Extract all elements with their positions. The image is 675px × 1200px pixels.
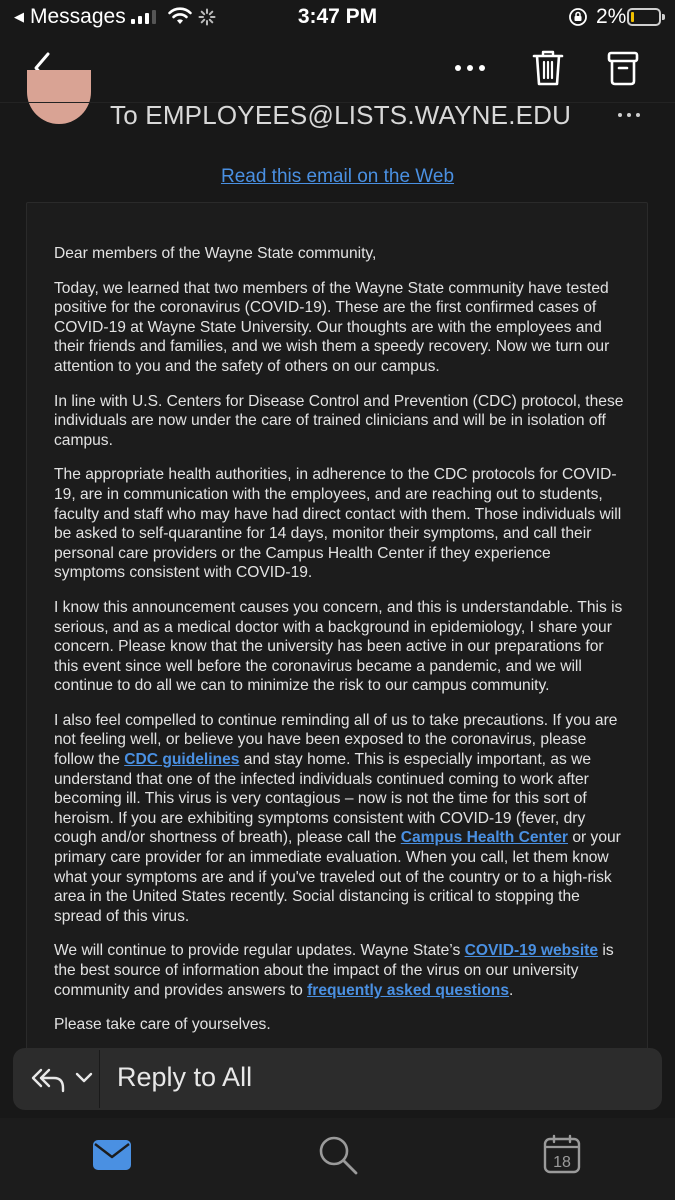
paragraph-5 bbox=[54, 711, 624, 927]
covid-website-link[interactable]: COVID-19 website bbox=[464, 942, 599, 960]
battery-icon bbox=[627, 8, 661, 26]
campus-health-center-link[interactable]: Campus Health Center bbox=[400, 829, 568, 847]
reply-all-icon[interactable] bbox=[30, 1066, 66, 1094]
recipient-line[interactable]: To EMPLOYEES@LISTS.WAYNE.EDU bbox=[110, 100, 572, 130]
cdc-guidelines-link[interactable]: CDC guidelines bbox=[124, 751, 240, 769]
faq-link[interactable]: frequently asked questions bbox=[307, 981, 509, 999]
paragraph-5-text-a: I also feel compelled to continue reminding all of us to take precautions. If you are not feeling well, or believe you have been exposed to the coronavirus, please follow the bbox=[54, 711, 618, 769]
chevron-down-icon[interactable] bbox=[75, 1071, 93, 1085]
paragraph-6-text-a: We will continue to provide regular updates. Wayne State’s bbox=[54, 942, 465, 960]
status-time: 3:47 PM bbox=[297, 5, 378, 28]
battery-percent: 2% bbox=[596, 5, 627, 28]
read-on-web-row bbox=[0, 166, 675, 188]
archive-box-icon[interactable] bbox=[603, 48, 643, 88]
paragraph-6-text-c: . bbox=[509, 981, 514, 999]
nav-bar bbox=[0, 34, 675, 102]
paragraph-7: Please take care of yourselves. bbox=[54, 1016, 271, 1034]
paragraph-6 bbox=[54, 941, 624, 1000]
sender-avatar[interactable] bbox=[27, 70, 91, 124]
reply-all-label[interactable]: Reply to All bbox=[117, 1062, 253, 1092]
calendar-day: 18 bbox=[553, 1154, 571, 1171]
greeting: Dear members of the Wayne State community, bbox=[54, 245, 377, 262]
paragraph-1: Today, we learned that two members of the Wayne State community have tested positive for the coronavirus (COVID-19). These are the first confirmed cases of COVID-19 at Wayne State University. Our thoughts are with the employees and their friends and families, and we wish them a speedy recovery. Now we turn our attention to you and the safety of others on our campus. bbox=[54, 279, 610, 375]
back-triangle-icon: ◀ bbox=[14, 9, 24, 24]
battery-level bbox=[631, 12, 634, 22]
calendar-icon[interactable] bbox=[543, 1134, 581, 1174]
paragraph-5-text-b: and stay home. This is especially important, as we understand that one of the infected individuals continued coming to work after becoming ill. This virus is very contagious – now is not the time for this sort of heroism. If you are exhibiting symptoms consistent with COVID-19 (fever, dry cough and/or shortness of breath), please call the bbox=[54, 751, 592, 847]
paragraph-6-text-b: is the best source of information about the impact of the virus on our university community and provides answers to bbox=[54, 942, 614, 999]
back-app-label: Messages bbox=[30, 5, 126, 28]
rotation-lock-icon bbox=[568, 7, 588, 27]
status-bar bbox=[0, 0, 675, 34]
paragraph-4: I know this announcement causes you concern, and this is understandable. This is serious, and as a medical doctor with a background in epidemiology, I share your concern. Please know that the university has been active in our preparations for this event since well before the coronavirus became a pandemic, and we will continue to do all we can to minimize the risk to our campus community. bbox=[54, 598, 623, 695]
search-icon[interactable] bbox=[317, 1134, 359, 1176]
reply-all-bar[interactable] bbox=[13, 1048, 662, 1110]
reply-separator bbox=[99, 1050, 100, 1108]
paragraph-2: In line with U.S. Centers for Disease Control and Prevention (CDC) protocol, these individuals are now under the care of trained clinicians and will be in isolation off campus. bbox=[54, 392, 624, 449]
email-body-text bbox=[54, 244, 624, 1050]
paragraph-5-text-c: or your primary care provider for an immediate evaluation. When you call, let them know what your symptoms are and if you've traveled out of the country or to a high-risk area in the United States recently. Social distancing is critical to stopping the spread of this virus. bbox=[54, 829, 621, 925]
header-more-icon[interactable] bbox=[618, 113, 640, 117]
trash-icon[interactable] bbox=[528, 46, 568, 90]
read-on-web-link[interactable]: Read this email on the Web bbox=[220, 166, 455, 187]
paragraph-3: The appropriate health authorities, in adherence to the CDC protocols for COVID-19, are in communication with the employees, and are reaching out to students, faculty and staff who may have had direct contact with them. Those individuals will be asked to self-quarantine for 14 days, monitor their symptoms, and call their personal care providers or the Campus Health Center if they experience symptoms consistent with COVID-19. bbox=[54, 466, 622, 582]
mail-icon[interactable] bbox=[92, 1138, 132, 1172]
more-horizontal-icon[interactable] bbox=[450, 58, 490, 78]
